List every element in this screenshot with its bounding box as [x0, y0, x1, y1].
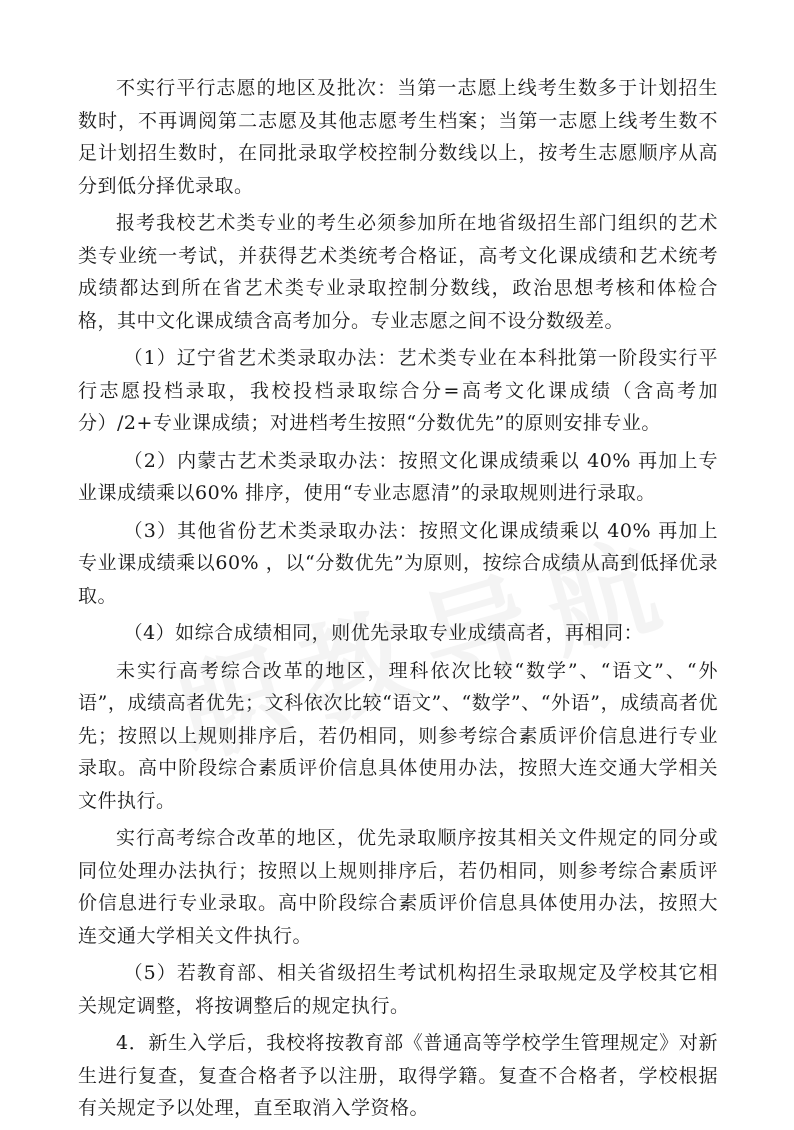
paragraph-tie-breaker: （4）如综合成绩相同，则优先录取专业成绩高者，再相同：	[123, 622, 644, 644]
paragraph-art-majors: 报考我校艺术类专业的考生必须参加所在地省级招生部门组织的艺术类专业统一考试，并获得艺术类统考合格证，高考文化课成绩和艺术统考成绩都达到所在省艺术类专业录取控制分数线，政治思想考核和体检合格，其中文化课成绩含高考加分。专业志愿之间不设分数级差。	[78, 212, 718, 332]
paragraph-reform-regions: 实行高考综合改革的地区，优先录取顺序按其相关文件规定的同分或同位处理办法执行；按照以上规则排序后，若仍相同，则参考综合素质评价信息进行专业录取。高中阶段综合素质评价信息具体使用办法，按照大连交通大学相关文件执行。	[78, 827, 718, 947]
document-body	[78, 72, 718, 1130]
paragraph-liaoning-art: （1）辽宁省艺术类录取办法：艺术类专业在本科批第一阶段实行平行志愿投档录取，我校投档录取综合分=高考文化课成绩（含高考加分）/2+专业课成绩；对进档考生按照“分数优先”的原则安排专业。	[78, 347, 718, 434]
paragraph-non-reform-regions: 未实行高考综合改革的地区，理科依次比较“数学”、“语文”、“外语”，成绩高者优先；文科依次比较“语文”、“数学”、“外语”，成绩高者优先；按照以上规则排序后，若仍相同，则参考综合素质评价信息进行专业录取。高中阶段综合素质评价信息具体使用办法，按照大连交通大学相关文件执行。	[78, 659, 718, 812]
paragraph-policy-adjustment: （5）若教育部、相关省级招生考试机构招生录取规定及学校其它相关规定调整，将按调整后的规定执行。	[78, 962, 718, 1017]
paragraph-other-provinces-art: （3）其他省份艺术类录取办法：按照文化课成绩乘以 40% 再加上专业课成绩乘以60% ，以“分数优先”为原则，按综合成绩从高到低择优录取。	[78, 519, 718, 607]
paragraph-non-parallel-volunteer: 不实行平行志愿的地区及批次：当第一志愿上线考生数多于计划招生数时，不再调阅第二志愿及其他志愿考生档案；当第一志愿上线考生数不足计划招生数时，在同批录取学校控制分数线以上，按考生志愿顺序从高分到低分择优录取。	[78, 77, 718, 197]
paragraph-inner-mongolia-art: （2）内蒙古艺术类录取办法：按照文化课成绩乘以 40% 再加上专业课成绩乘以60% 排序，使用“专业志愿清”的录取规则进行录取。	[78, 449, 718, 504]
paragraph-new-student-review: 4．新生入学后，我校将按教育部《普通高等学校学生管理规定》对新生进行复查，复查合格者予以注册，取得学籍。复查不合格者，学校根据有关规定予以处理，直至取消入学资格。	[78, 1032, 718, 1119]
